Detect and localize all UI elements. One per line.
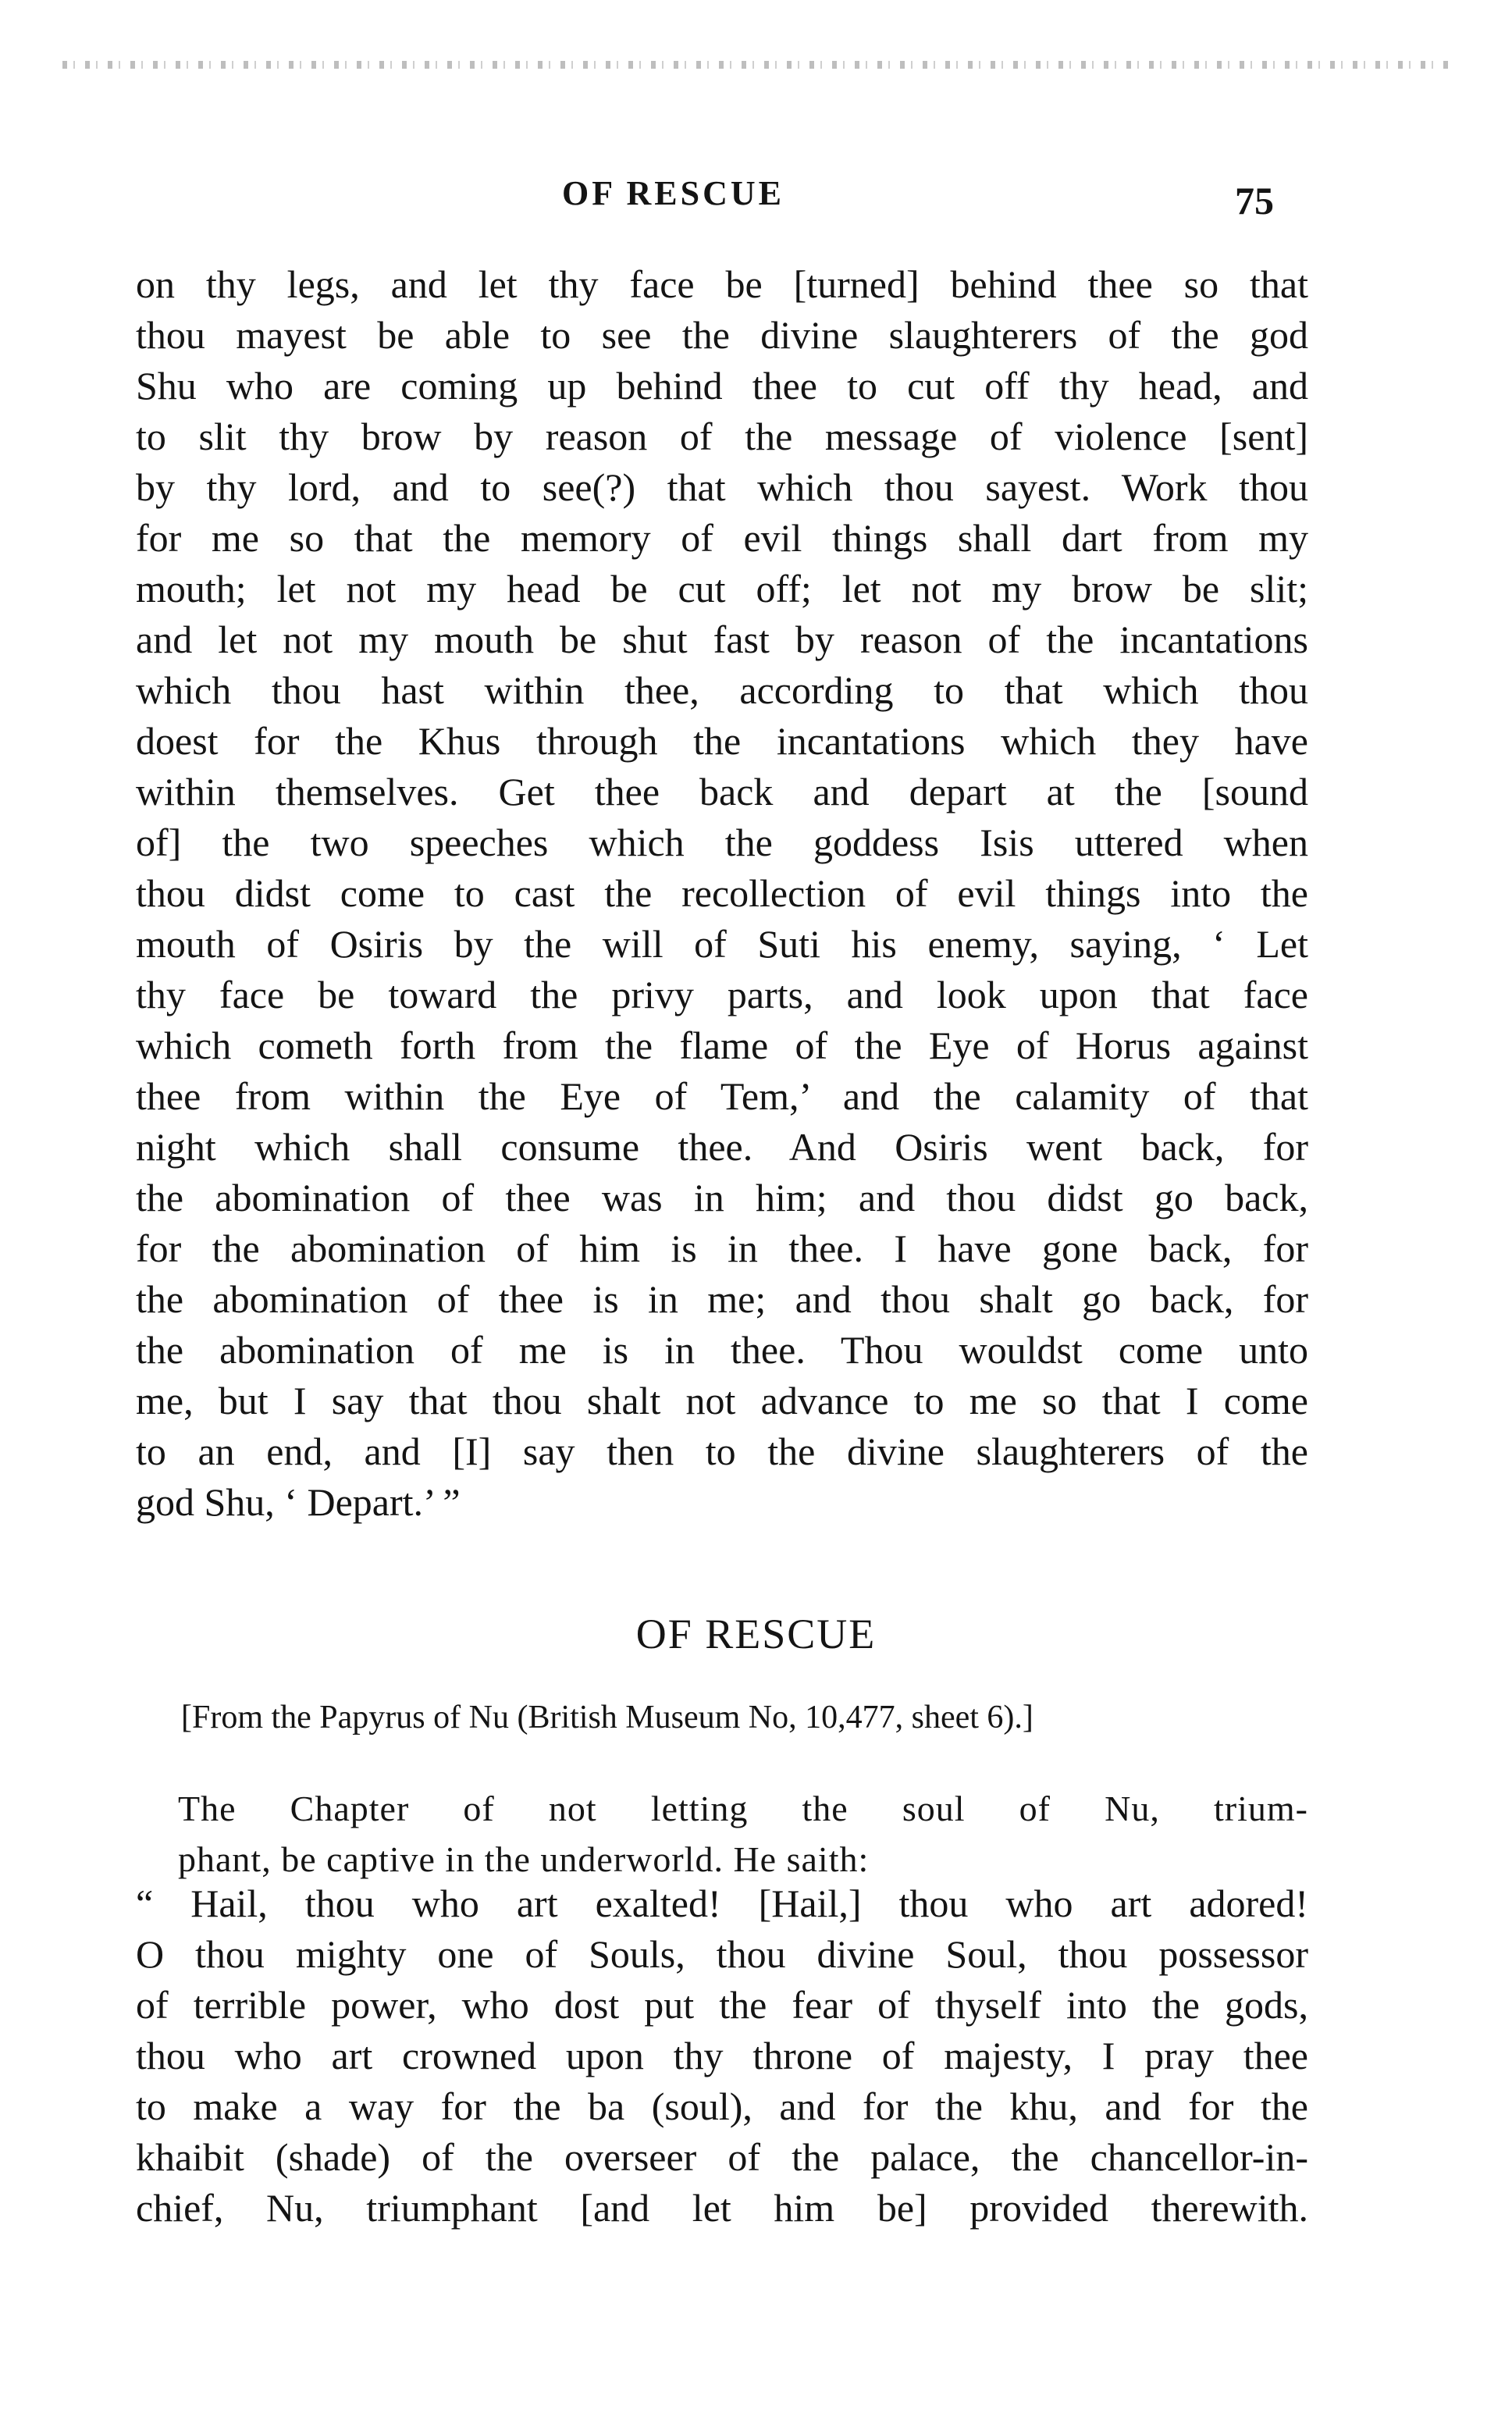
text-line: which cometh forth from the flame of the Eye of Horus against xyxy=(136,1023,1308,1067)
text-line: the abomination of thee was in him; and thou didst go back, xyxy=(136,1176,1308,1219)
text-line: night which shall consume thee. And Osiris went back, for xyxy=(136,1125,1308,1169)
text-line: god Shu, ‘ Depart.’ ” xyxy=(136,1480,461,1524)
text-line: to make a way for the ba (soul), and for the khu, and for the xyxy=(136,2084,1308,2128)
chapter-heading-line: phant, be captive in the underworld. He saith: xyxy=(178,1839,870,1879)
running-header xyxy=(0,173,1512,220)
text-line: to an end, and [I] say then to the divine slaughterers of the xyxy=(136,1429,1308,1473)
text-line: thy face be toward the privy parts, and look upon that face xyxy=(136,973,1308,1016)
text-line: Shu who are coming up behind thee to cut off thy head, and xyxy=(136,364,1308,408)
running-title: OF RESCUE xyxy=(562,174,784,212)
text-line: thou mayest be able to see the divine slaughterers of the god xyxy=(136,313,1308,357)
text-line: mouth of Osiris by the will of Suti his enemy, saying, ‘ Let xyxy=(136,922,1308,966)
chapter-text-paragraph xyxy=(136,1878,1308,2234)
text-line: for the abomination of him is in thee. I have gone back, for xyxy=(136,1226,1308,1270)
text-line: the abomination of thee is in me; and thou shalt go back, for xyxy=(136,1277,1308,1321)
text-line: of terrible power, who dost put the fear of thyself into the gods, xyxy=(136,1983,1308,2027)
text-line: thee from within the Eye of Tem,’ and the calamity of that xyxy=(136,1074,1308,1118)
text-line: which thou hast within thee, according to that which thou xyxy=(136,668,1308,712)
text-line: on thy legs, and let thy face be [turned] behind thee so that xyxy=(136,262,1308,306)
text-line: khaibit (shade) of the overseer of the palace, the chancellor-in- xyxy=(136,2135,1308,2179)
chapter-heading-line: The Chapter of not letting the soul of Nu, trium- xyxy=(178,1789,1308,1828)
text-line: for me so that the memory of evil things shall dart from my xyxy=(136,516,1308,560)
source-note: [From the Papyrus of Nu (British Museum No, 10,477, sheet 6).] xyxy=(181,1700,1033,1735)
page-top-scan-noise xyxy=(62,61,1452,69)
text-line: mouth; let not my head be cut off; let not my brow be slit; xyxy=(136,567,1308,611)
text-line: by thy lord, and to see(?) that which thou sayest. Work thou xyxy=(136,465,1308,509)
text-line: thou who art crowned upon thy throne of majesty, I pray thee xyxy=(136,2034,1308,2077)
section-heading: OF RESCUE xyxy=(635,1611,877,1657)
text-line: to slit thy brow by reason of the message of violence [sent] xyxy=(136,415,1308,458)
text-line: O thou mighty one of Souls, thou divine Soul, thou possessor xyxy=(136,1932,1308,1976)
text-line: “ Hail, thou who art exalted! [Hail,] thou who art adored! xyxy=(136,1881,1308,1925)
text-line: me, but I say that thou shalt not advance to me so that I come xyxy=(136,1379,1308,1422)
chapter-heading xyxy=(178,1783,1308,1885)
text-line: and let not my mouth be shut fast by reason of the incantations xyxy=(136,618,1308,661)
text-line: within themselves. Get thee back and depart at the [sound xyxy=(136,770,1308,813)
text-line: of] the two speeches which the goddess Isis uttered when xyxy=(136,821,1308,864)
text-line: chief, Nu, triumphant [and let him be] provided therewith. xyxy=(136,2186,1308,2230)
page-number: 75 xyxy=(1235,179,1274,222)
text-line: doest for the Khus through the incantations which they have xyxy=(136,719,1308,763)
text-line: thou didst come to cast the recollection of evil things into the xyxy=(136,871,1308,915)
text-line: the abomination of me is in thee. Thou wouldst come unto xyxy=(136,1328,1308,1372)
main-text-paragraph xyxy=(136,259,1308,1528)
